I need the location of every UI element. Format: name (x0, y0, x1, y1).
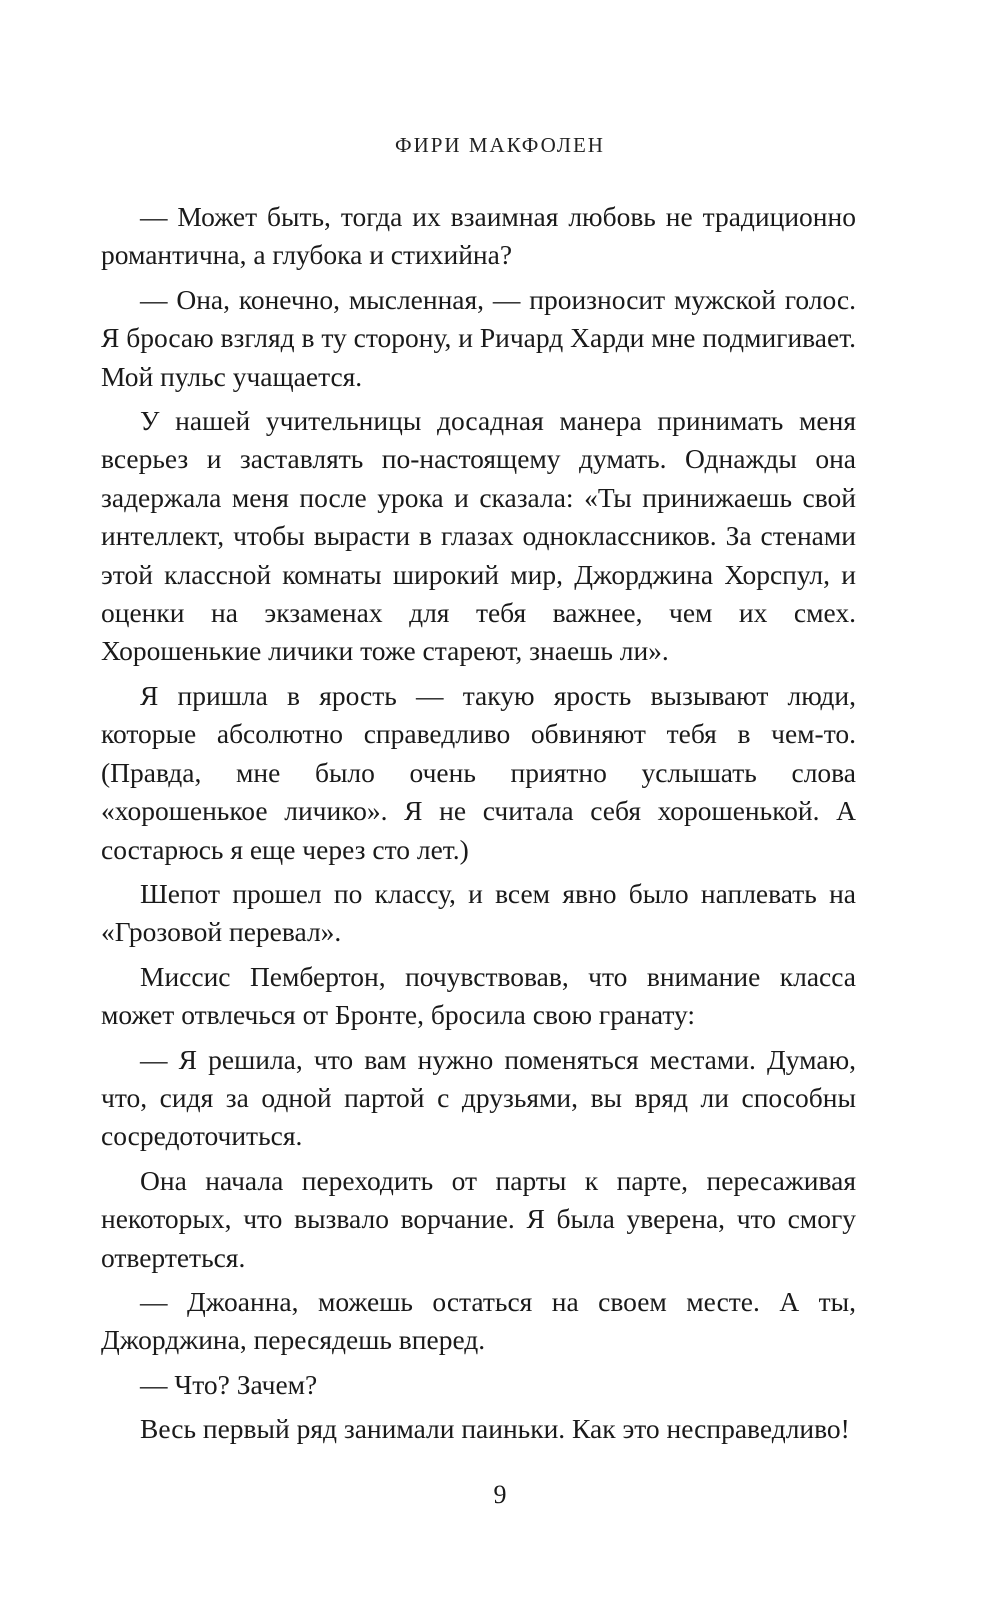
paragraph: У нашей учительницы досадная манера принимать меня всерьез и заставлять по-настоящему думать. Однажды она задержала меня после урока и сказала: «Ты принижаешь свой интеллект, чтобы вырасти в глазах одноклассников. За стенами этой классной комнаты широкий мир, Джорджина Хорспул, и оценки на экзаменах для тебя важнее, чем их смех. Хорошенькие личики тоже стареют, знаешь ли». (101, 405, 856, 667)
paragraph: Весь первый ряд занимали паиньки. Как это несправедливо! (140, 1413, 850, 1445)
paragraph: — Джоанна, можешь остаться на своем месте. А ты, Джорджина, пересядешь вперед. (101, 1285, 856, 1356)
paragraph: — Она, конечно, мысленная, — произносит мужской голос. Я бросаю взгляд в ту сторону, и Ричард Харди мне подмигивает. Мой пульс учащается. (101, 283, 857, 392)
paragraph: Миссис Пембертон, почувствовав, что внимание класса может отвлечься от Бронте, бросила свою гранату: (101, 960, 856, 1031)
page-number: 9 (493, 1480, 507, 1509)
paragraph: — Что? Зачем? (140, 1368, 318, 1400)
body-text (101, 198, 856, 1455)
paragraph: — Я решила, что вам нужно поменяться местами. Думаю, что, сидя за одной партой с друзьями, вы вряд ли способны сосредоточиться. (101, 1043, 856, 1152)
paragraph: Я пришла в ярость — такую ярость вызывают люди, которые абсолютно справедливо обвиняют тебя в чем-то. (Правда, мне было очень приятно услышать слова «хорошенькое личико». Я не считала себя хорошенькой. А состарюсь я еще через сто лет.) (101, 679, 856, 865)
paragraph: — Может быть, тогда их взаимная любовь не традиционно романтична, а глубока и стихийна? (101, 201, 856, 271)
paragraph: Она начала переходить от парты к парте, пересаживая некоторых, что вызвало ворчание. Я была уверена, что смогу отвертеться. (101, 1164, 856, 1273)
paragraph: Шепот прошел по классу, и всем явно было наплевать на «Грозовой перевал». (101, 877, 856, 948)
running-head: ФИРИ МАКФОЛЕН (395, 133, 605, 157)
